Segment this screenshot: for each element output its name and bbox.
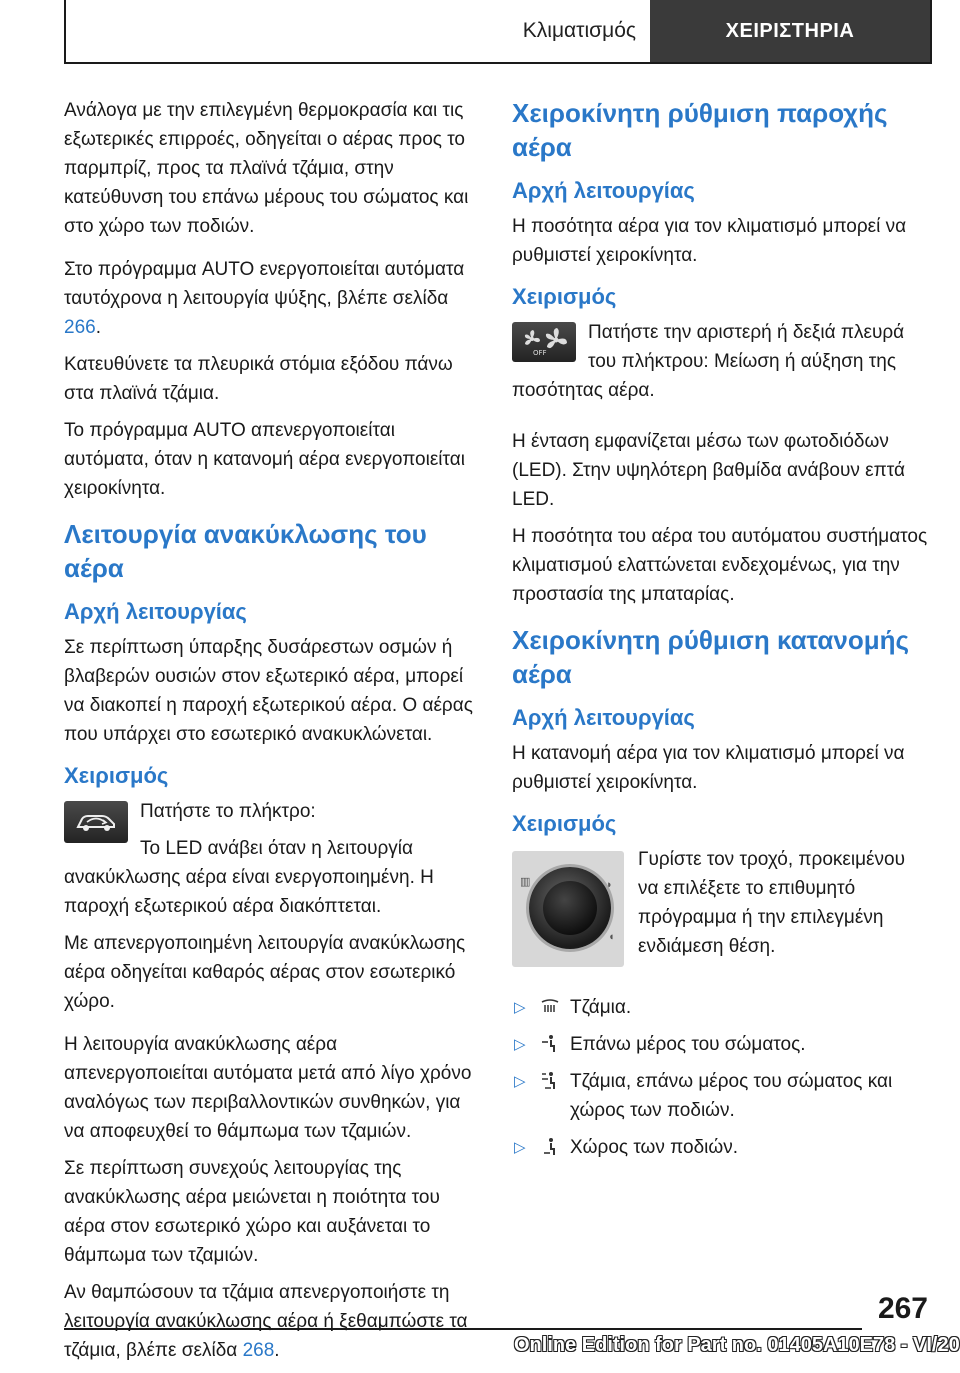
heading-air-distribution: Χειροκίνητη ρύθμιση κατανομής αέρα xyxy=(512,625,910,689)
heading-operation: Χειρισμός xyxy=(512,284,617,309)
list-item: ▷ Χώρος των ποδιών. xyxy=(512,1133,928,1162)
heading-principle: Αρχή λειτουργίας xyxy=(512,705,695,730)
list-item: ▷ Επάνω μέρος του σώματος. xyxy=(512,1030,928,1059)
chapter-title: ΧΕΙΡΙΣΤΗΡΙΑ xyxy=(650,0,930,62)
paragraph: Η λειτουργία ανακύκλωσης αέρα απενεργοποιείται αυτόματα μετά από λίγο χρόνο αναλόγως των περιβαλλοντικών συνθηκών, για να αποφευχθεί το θάμπωμα των τζαμιών. xyxy=(64,1034,472,1142)
windshield-icon xyxy=(540,997,560,1017)
bullet-triangle-icon: ▷ xyxy=(514,1036,526,1053)
distribution-knob-image xyxy=(512,851,624,967)
footer-divider xyxy=(64,1328,862,1330)
operation-press: Πατήστε το πλήκτρο: xyxy=(140,801,316,822)
paragraph: Ανάλογα με την επιλεγμένη θερμοκρασία και τις εξωτερικές επιρροές, οδηγείται ο αέρας προς το παρμπρίζ, προς τα πλαϊνά τζάμια, στην κατεύθυνση του επάνω μέρους του σώματος και στο χώρο των ποδιών. xyxy=(64,100,469,237)
fan-button-icon xyxy=(512,322,576,362)
knob-outer xyxy=(529,867,611,949)
recirculation-button-icon xyxy=(64,801,128,843)
heading-recirculation: Λειτουργία ανακύκλωσης του αέρα xyxy=(64,519,427,583)
paragraph: Η κατανομή αέρα για τον κλιματισμό μπορεί να ρυθμιστεί χειροκίνητα. xyxy=(512,743,905,793)
windshield-body-footwell-icon xyxy=(540,1071,560,1091)
operation-led: Το LED ανάβει όταν η λειτουργία ανακύκλωσης αέρα είναι ενεργοποιημένη. Η παροχή εξωτερικού αέρα διακόπτεται. xyxy=(64,838,434,917)
section-title: Κλιματισμός xyxy=(522,19,636,42)
page-link-268[interactable]: 268 xyxy=(242,1340,275,1361)
paragraph: Το πρόγραμμα AUTO απενεργοποιείται αυτόματα, όταν η κατανομή αέρα ενεργοποιείται χειροκίνητα. xyxy=(64,420,465,499)
paragraph: Η ποσότητα αέρα για τον κλιματισμό μπορεί να ρυθμιστεί χειροκίνητα. xyxy=(512,216,907,266)
heading-principle: Αρχή λειτουργίας xyxy=(64,599,247,624)
bullet-triangle-icon: ▷ xyxy=(514,999,526,1016)
operation-knob: Γυρίστε τον τροχό, προκειμένου να επιλέξετε το επιθυμητό πρόγραμμα ή την επιλεγμένη ενδιάμεση θέση. xyxy=(638,849,905,957)
paragraph-auto-cooling: Στο πρόγραμμα AUTO ενεργοποιείται αυτόματα ταυτόχρονα η λειτουργία ψύξης, βλέπε σελίδα 266. xyxy=(64,259,465,338)
paragraph-defog: Αν θαμπώσουν τα τζάμια απενεργοποιήστε τη λειτουργία ανακύκλωσης αέρα ή ξεθαμπώστε τα τζάμια, βλέπε σελίδα 268. xyxy=(64,1282,468,1361)
heading-principle: Αρχή λειτουργίας xyxy=(512,178,695,203)
page-link-266[interactable]: 266 xyxy=(64,317,96,338)
operation-block xyxy=(512,318,928,413)
page-header xyxy=(64,0,932,64)
knob-inner xyxy=(543,881,597,935)
paragraph: Σε περίπτωση συνεχούς λειτουργίας της ανακύκλωσης αέρα μειώνεται η ποιότητα του αέρα στον εσωτερικό χώρο και αυξάνεται το θάμπωμα των τζαμιών. xyxy=(64,1158,440,1266)
page-number: 267 xyxy=(877,1292,928,1325)
edition-note: Online Edition for Part no. 01405A10E78 - VI/20 xyxy=(514,1334,960,1356)
off-label: OFF xyxy=(533,349,547,357)
paragraph: Κατευθύνετε τα πλευρικά στόμια εξόδου πάνω στα πλαϊνά τζάμια. xyxy=(64,354,453,404)
bullet-triangle-icon: ▷ xyxy=(514,1139,526,1156)
heading-operation: Χειρισμός xyxy=(64,763,169,788)
distribution-options xyxy=(512,993,928,1162)
paragraph: Με απενεργοποιημένη λειτουργία ανακύκλωσης αέρα οδηγείται καθαρός αέρας στον εσωτερικό χώρο. xyxy=(64,933,466,1012)
heading-operation: Χειρισμός xyxy=(512,811,617,836)
left-column xyxy=(64,96,480,1373)
bullet-triangle-icon: ▷ xyxy=(514,1073,526,1090)
heading-air-flow: Χειροκίνητη ρύθμιση παροχής αέρα xyxy=(512,98,888,162)
list-item: ▷ Τζάμια, επάνω μέρος του σώματος και χώρος των ποδιών. xyxy=(512,1067,928,1125)
operation-fan: Πατήστε την αριστερή ή δεξιά πλευρά του πλήκτρου: Μείωση ή αύξηση της ποσότητας αέρα. xyxy=(512,322,905,401)
operation-block xyxy=(512,845,928,977)
right-column xyxy=(512,96,928,1170)
list-item: ▷ Τζάμια. xyxy=(512,993,928,1022)
body-mark-icon: ◗ xyxy=(606,879,613,891)
windshield-mark-icon: ▥ xyxy=(520,876,531,888)
footwell-mark-icon: ◖ xyxy=(608,931,615,943)
paragraph: Η ένταση εμφανίζεται μέσω των φωτοδιόδων (LED). Στην υψηλότερη βαθμίδα ανάβουν επτά LED. xyxy=(512,431,905,510)
paragraph: Σε περίπτωση ύπαρξης δυσάρεστων οσμών ή βλαβερών ουσιών στον εξωτερικό αέρα, μπορεί να διακοπεί η παροχή εξωτερικού αέρα. Ο αέρας που υπάρχει στο εσωτερικό ανακυκλώνεται. xyxy=(64,637,473,745)
upper-body-icon xyxy=(540,1034,560,1054)
paragraph: Η ποσότητα του αέρα του αυτόματου συστήματος κλιματισμού ελαττώνεται ενδεχομένως, για την προστασία της μπαταρίας. xyxy=(512,526,928,605)
operation-block xyxy=(64,797,480,929)
footwell-icon xyxy=(540,1137,560,1157)
